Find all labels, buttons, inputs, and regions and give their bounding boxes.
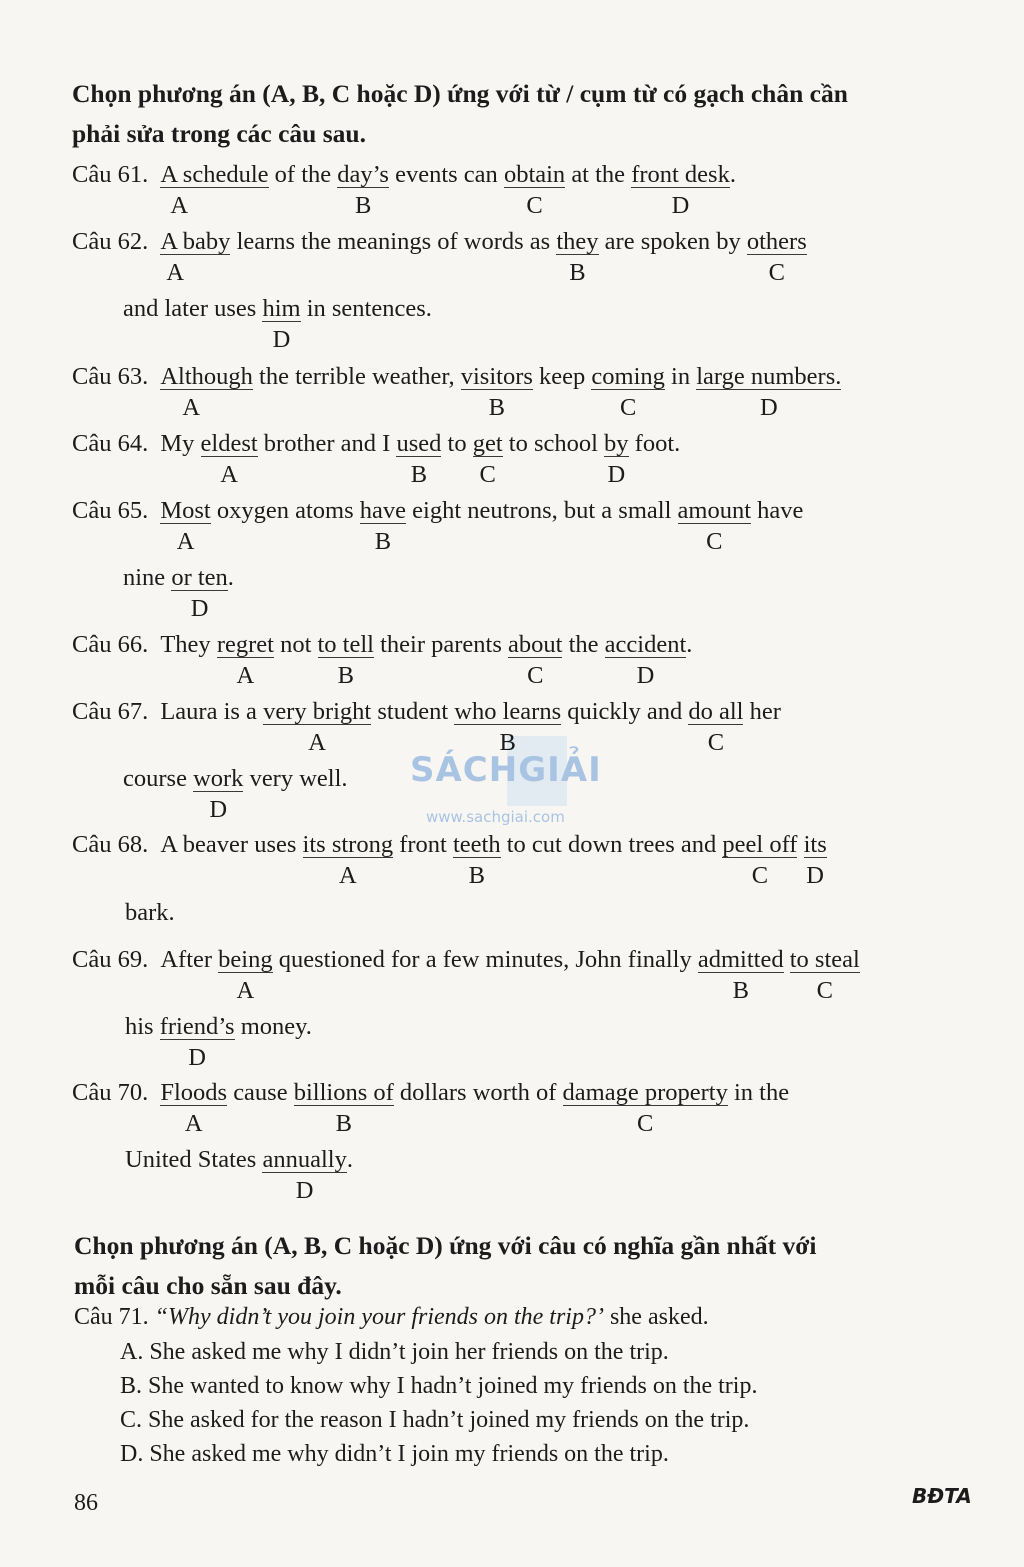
option-b: billions of B [293,1079,394,1137]
question-67: Câu 67. Laura is a very bright A student who learns B quickly and do all C her [0,695,1024,729]
option-d: its D [803,831,827,889]
watermark-brand: SÁCHGIẢI [410,750,602,790]
option-c: about C [508,631,563,689]
option-b: visitors B [460,363,533,421]
question-65: Câu 65. Most A oxygen atoms have B eight neutrons, but a small amount C have [0,494,1024,528]
q71-option-d: D. She asked me why didn’t I join my friends on the trip. [120,1441,669,1467]
q71-option-b: B. She wanted to know why I hadn’t joined my friends on the trip. [120,1373,758,1399]
option-a: Most A [160,497,211,555]
question-69: Câu 69. After being A questioned for a few minutes, John finally admitted B to steal C [0,943,1024,977]
question-67-line-2: course work D very well. [0,762,1024,796]
option-a: regret A [216,631,274,689]
option-d: $\frac{by}{D}$ [604,430,629,488]
question-number: Câu 62. [72,228,149,255]
option-b: used B [396,430,442,488]
option-c: obtain C [503,161,566,219]
option-a: A baby A [160,228,231,286]
question-66: Câu 66. They regret A not to tell B their parents about C the accident D . [0,628,1024,662]
question-tail: she asked. [603,1304,709,1330]
question-number: Câu 67. [72,698,149,725]
question-number: Câu 66. [72,631,149,658]
option-a: being A [218,946,273,1004]
option-d: or ten D [171,564,228,622]
q71-option-c: C. She asked for the reason I hadn’t joined my friends on the trip. [120,1407,750,1433]
question-64: Câu 64. My eldest A brother and I used B to get C to school $\frac{by}{D}$ foot. [0,427,1024,461]
option-a: eldest A [200,430,258,488]
instruction-line-1: Chọn phương án (A, B, C hoặc D) ứng với từ / cụm từ có gạch chân cần [72,79,848,108]
option-b: they B [556,228,599,286]
option-c: get C [472,430,503,488]
question-70-line-2: United States annually D . [0,1143,1024,1177]
question-69-line-2: his friend’s D money. [0,1010,1024,1044]
option-a: A schedule A [160,161,269,219]
section-2-instruction [74,1226,979,1306]
option-d: annually D [262,1146,347,1204]
option-d: him D [262,295,301,353]
option-c: coming C [591,363,665,421]
option-a: its strong A [302,831,394,889]
question-62: Câu 62. A baby A learns the meanings of words as they B are spoken by others C [0,225,1024,259]
page-number: 86 [74,1490,98,1516]
q71-option-a: A. She asked me why I didn’t join her friends on the trip. [120,1339,669,1365]
question-62-line-2: and later uses him D in sentences. [0,292,1024,326]
question-number: Câu 63. [72,363,149,390]
question-number: Câu 69. [72,946,149,973]
question-number: Câu 68. [72,831,149,858]
option-b: have B [359,497,407,555]
question-63: Câu 63. Although A the terrible weather, visitors B keep coming C in large numbers. D [0,360,1024,394]
option-c: do all C [688,698,744,756]
option-b: to tell B [317,631,374,689]
option-c: to steal C [789,946,860,1004]
option-d: work D [193,765,244,823]
option-a: Floods A [160,1079,228,1137]
question-quote: “Why didn’t you join your friends on the trip?’ [154,1304,604,1330]
question-number: Câu 71. [74,1304,149,1330]
question-70: Câu 70. Floods A cause billions of B dollars worth of damage property C in the [0,1076,1024,1110]
question-number: Câu 61. [72,161,149,188]
question-number: Câu 65. [72,497,149,524]
option-d: front desk D [631,161,730,219]
option-d: large numbers. D [696,363,842,421]
option-c: damage property C [562,1079,728,1137]
section-1-instruction [72,74,977,154]
question-number: Câu 64. [72,430,149,457]
option-a: Although A [160,363,253,421]
question-65-line-2: nine or ten D . [0,561,1024,595]
option-c: amount C [677,497,752,555]
option-b: who learns B [454,698,562,756]
question-61: Câu 61. A schedule A of the day’s B events can obtain C at the front desk D . [0,158,1024,192]
option-b: admitted B [697,946,784,1004]
option-c: peel off C [722,831,798,889]
question-71 [74,1300,709,1334]
instruction-line-2: phải sửa trong các câu sau. [72,119,366,148]
option-c: others C [746,228,807,286]
option-d: accident D [604,631,687,689]
question-68: Câu 68. A beaver uses its strong A front teeth B to cut down trees and peel off C its D [0,828,1024,862]
question-number: Câu 70. [72,1079,149,1106]
question-68-line-2: bark. [125,899,175,926]
watermark-url: www.sachgiai.com [426,808,565,826]
option-d: friend’s D [159,1013,235,1071]
option-b: teeth B [452,831,501,889]
option-b: day’s B [337,161,389,219]
option-a: very bright A [263,698,372,756]
instruction-line-2: mỗi câu cho sẵn sau đây. [74,1271,342,1300]
instruction-line-1: Chọn phương án (A, B, C hoặc D) ứng với câu có nghĩa gần nhất với [74,1231,817,1260]
book-code: BĐTA [912,1484,972,1508]
